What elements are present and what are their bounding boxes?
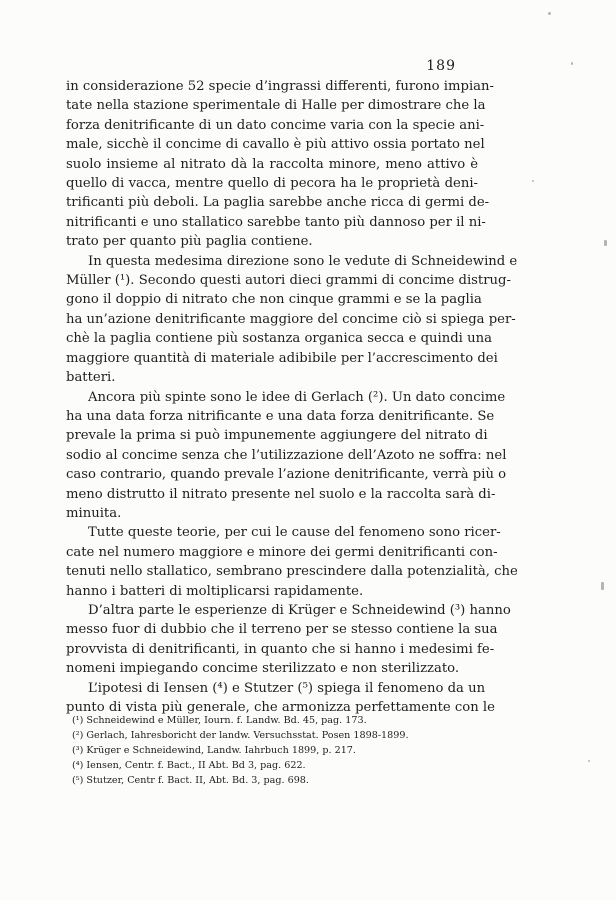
footnote: (²) Gerlach, Iahresboricht der landw. Versuchsstat. Posen 1898-1899.	[72, 730, 409, 741]
text-line: batteri.	[66, 370, 116, 386]
paragraph-2	[66, 252, 518, 388]
text-line: gono il doppio di nitrato che non cinque grammi e se la paglia	[66, 292, 482, 308]
text-line: caso contrario, quando prevale l’azione denitrificante, verrà più o	[66, 467, 507, 483]
footnote: (¹) Schneidewind e Müller, Iourn. f. Landw. Bd. 45, pag. 173.	[72, 715, 367, 726]
text-line: nomeni impiegando concime sterilizzato e non sterilizzato.	[66, 661, 460, 677]
text-line: male, sicchè il concime di cavallo è più attivo ossia portato nel	[66, 137, 485, 153]
text-line: tenuti nello stallatico, sembrano prescindere dalla potenzialità, che	[66, 564, 518, 580]
text-line: ha una data forza nitrificante e una data forza denitrificante. Se	[66, 408, 495, 424]
footnotes	[72, 713, 432, 788]
text-line: in considerazione 52 specie d’ingrassi differenti, furono impian-	[66, 79, 494, 94]
body-text	[66, 77, 518, 717]
footnote: (³) Krüger e Schneidewind, Landw. Iahrbuch 1899, p. 217.	[72, 745, 356, 756]
text-line: suolo insieme al nitrato dà la raccolta minore, meno attivo è	[66, 156, 478, 172]
paragraph-5	[66, 601, 511, 679]
paragraph-3	[66, 388, 507, 524]
text-line: minuita.	[66, 505, 122, 521]
scan-speck	[571, 62, 573, 65]
text-line: sodio al concime senza che l’utilizzazione dell’Azoto ne soffra: nel	[66, 447, 507, 463]
text-line: Tutte queste teorie, per cui le cause del fenomeno sono ricer-	[88, 525, 501, 541]
text-line: punto di vista più generale, che armonizza perfettamente con le	[66, 700, 495, 715]
text-line: D’altra parte le esperienze di Krüger e Schneidewind (³) hanno	[88, 602, 511, 618]
scan-speck	[548, 12, 551, 15]
page-number: 189	[426, 58, 456, 74]
text-line: ha un’azione denitrificante maggiore del concime ciò si spiega per-	[66, 311, 516, 327]
text-line: trificanti più deboli. La paglia sarebbe anche ricca di germi de-	[66, 195, 490, 211]
paragraph-4	[66, 523, 518, 601]
text-line: Müller (¹). Secondo questi autori dieci grammi di concime distrug-	[66, 273, 511, 289]
text-line: forza denitrificante di un dato concime varia con la specie ani-	[66, 117, 485, 133]
text-line: prevale la prima si può impunemente aggiungere del nitrato di	[66, 428, 488, 444]
text-line: hanno i batteri di moltiplicarsi rapidamente.	[66, 583, 364, 599]
text-line: nitrificanti e uno stallatico sarebbe tanto più dannoso per il ni-	[66, 214, 486, 230]
scan-speck	[532, 180, 534, 182]
text-line: trato per quanto più paglia contiene.	[66, 234, 313, 250]
text-line: In questa medesima direzione sono le vedute di Schneidewind e	[88, 253, 518, 269]
text-line: maggiore quantità di materiale adibibile per l’accrescimento dei	[66, 350, 498, 366]
paragraph-6	[66, 679, 495, 718]
footnote: (⁵) Stutzer, Centr f. Bact. II, Abt. Bd. 3, pag. 698.	[72, 775, 309, 786]
scan-speck	[604, 240, 607, 246]
scan-speck	[601, 582, 604, 590]
text-line: messo fuor di dubbio che il terreno per se stesso contiene la sua	[66, 622, 498, 638]
text-line: cate nel numero maggiore e minore dei germi denitrificanti con-	[66, 544, 498, 560]
scan-speck	[588, 760, 590, 762]
paragraph-1	[66, 77, 494, 252]
footnote: (⁴) Iensen, Centr. f. Bact., II Abt. Bd 3, pag. 622.	[72, 760, 306, 771]
text-line: L’ipotesi di Iensen (⁴) e Stutzer (⁵) spiega il fenomeno da un	[88, 680, 486, 696]
text-line: quello di vacca, mentre quello di pecora ha le proprietà deni-	[66, 176, 478, 192]
text-line: provvista di denitrificanti, in quanto che si hanno i medesimi fe-	[66, 641, 495, 657]
text-line: meno distrutto il nitrato presente nel suolo e la raccolta sarà di-	[66, 486, 496, 502]
text-line: Ancora più spinte sono le idee di Gerlach (²). Un dato concime	[88, 389, 506, 405]
text-line: chè la paglia contiene più sostanza organica secca e quindi una	[66, 331, 492, 347]
text-line: tate nella stazione sperimentale di Halle per dimostrare che la	[66, 98, 486, 114]
